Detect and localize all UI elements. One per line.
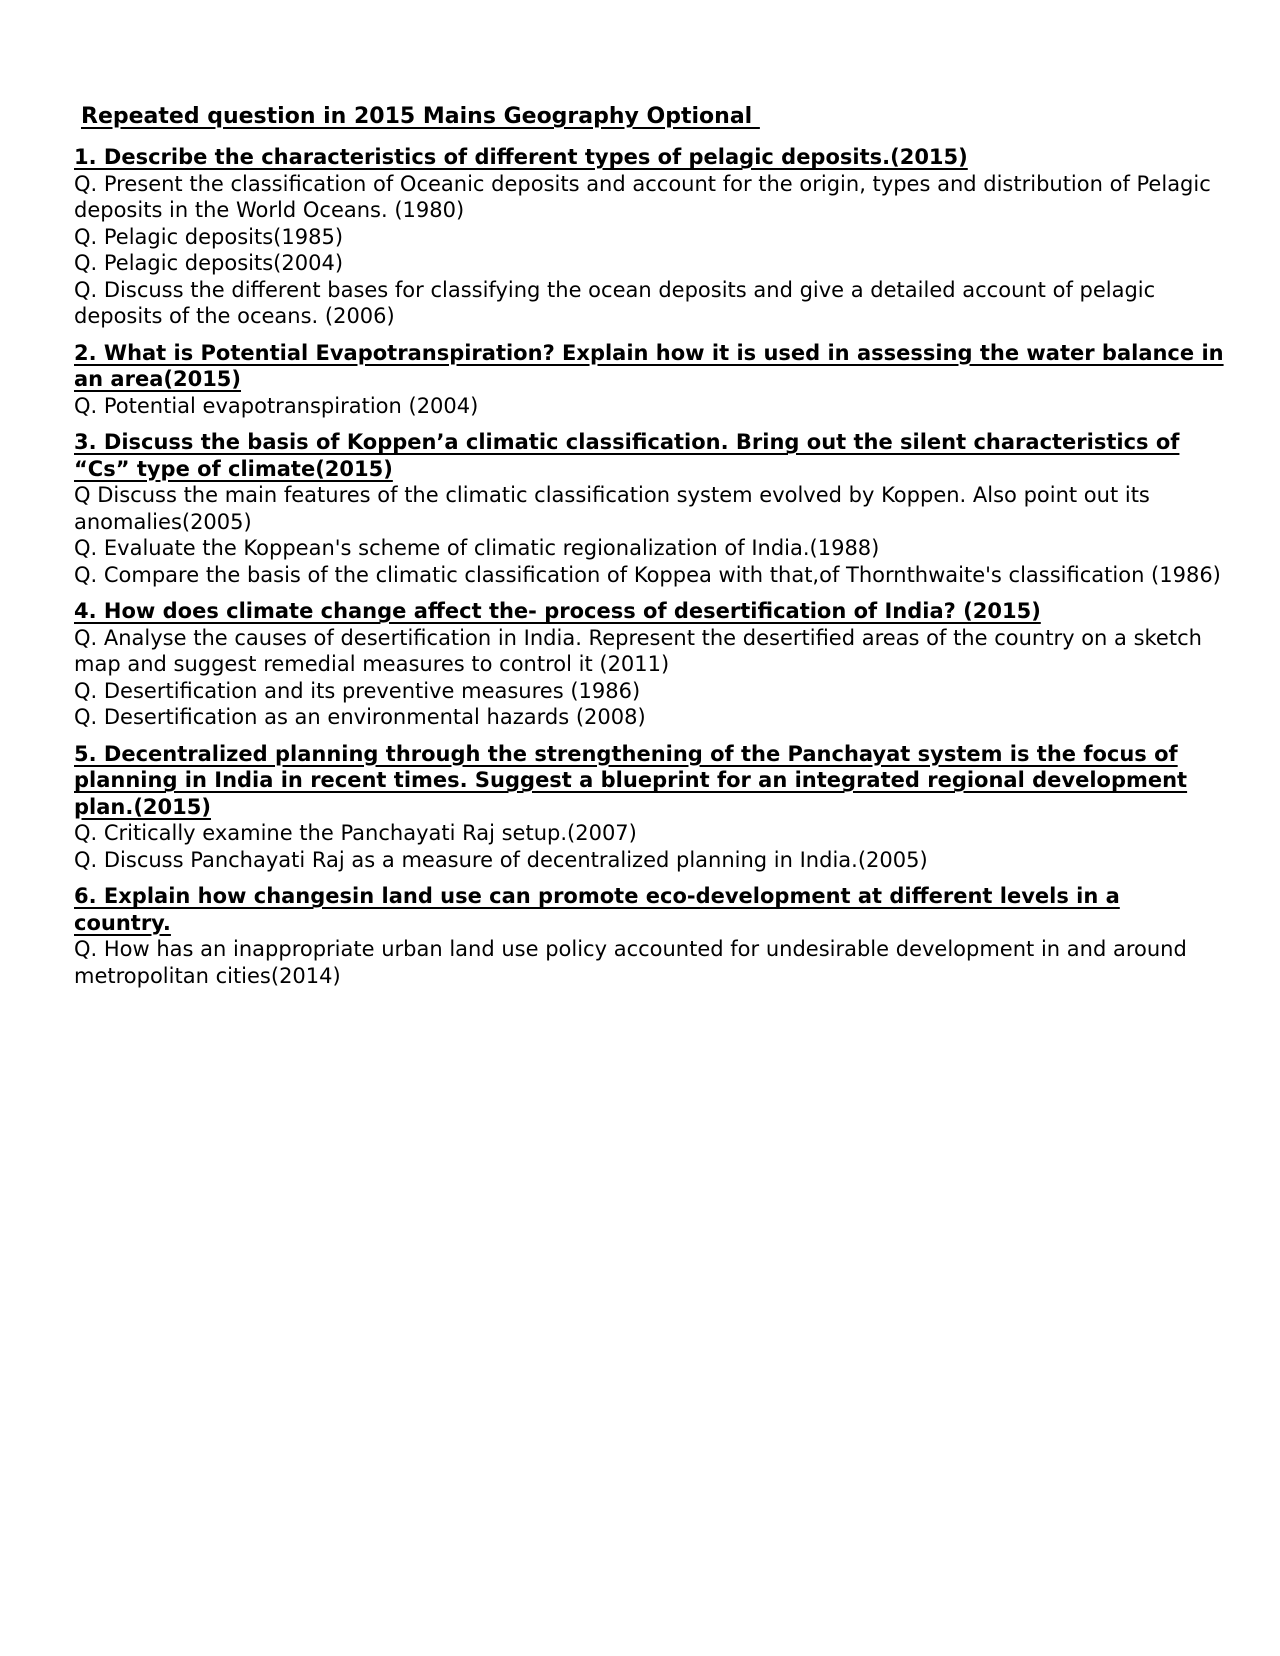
related-question: Q. Potential evapotranspiration (2004) [74,393,479,418]
question-section-6 [74,883,1224,989]
question-heading: 2. What is Potential Evapotranspiration? Explain how it is used in assessing the water balance in an area(2015) [74,340,1224,391]
related-question: Q. Desertification as an environmental hazards (2008) [74,705,646,729]
question-heading: 1. Describe the characteristics of different types of pelagic deposits.(2015) [74,145,968,169]
question-heading: 3. Discuss the basis of Koppen’a climatic classification. Bring out the silent characteristics of “Cs” type of climate(2015) [74,430,1180,481]
question-section-1 [74,144,1224,330]
related-question: Q. Pelagic deposits(2004) [74,251,344,275]
related-question: Q. Discuss the different bases for classifying the ocean deposits and give a detailed account of pelagic deposits of the oceans. (2006) [74,277,1156,328]
question-heading: 4. How does climate change affect the- process of desertification of India? (2015) [74,599,1041,623]
related-question: Q Discuss the main features of the climatic classification system evolved by Koppen. Also point out its anomalies(2005) [74,483,1150,534]
related-question: Q. Compare the basis of the climatic classification of Koppea with that,of Thornthwaite's classification (1986) [74,562,1221,587]
question-section-5 [74,741,1224,874]
related-question: Q. How has an inappropriate urban land use policy accounted for undesirable development in and around metropolitan cities(2014) [74,937,1187,988]
related-question: Q. Present the classification of Oceanic deposits and account for the origin, types and distribution of Pelagic deposits in the World Oceans. (1980) [74,171,1211,222]
related-question: Q. Evaluate the Koppean's scheme of climatic regionalization of India.(1988) [74,536,880,560]
related-question: Q. Desertification and its preventive measures (1986) [74,678,641,703]
question-section-4 [74,598,1224,731]
question-section-3 [74,429,1224,588]
related-question: Q. Analyse the causes of desertification in India. Represent the desertified areas of the country on a sketch map and suggest remedial measures to control it (2011) [74,625,1202,676]
question-section-2 [74,340,1224,420]
related-question: Q. Critically examine the Panchayati Raj setup.(2007) [74,821,637,845]
related-question: Q. Discuss Panchayati Raj as a measure of decentralized planning in India.(2005) [74,847,928,872]
question-heading: 6. Explain how changesin land use can promote eco-development at different levels in a country. [74,884,1120,935]
question-list [74,144,1224,999]
related-question: Q. Pelagic deposits(1985) [74,224,344,249]
document-title: Repeated question in 2015 Mains Geography Optional [81,104,760,129]
question-heading: 5. Decentralized planning through the strengthening of the Panchayat system is the focus of planning in India in recent times. Suggest a blueprint for an integrated regional development plan.(2015) [74,741,1188,819]
